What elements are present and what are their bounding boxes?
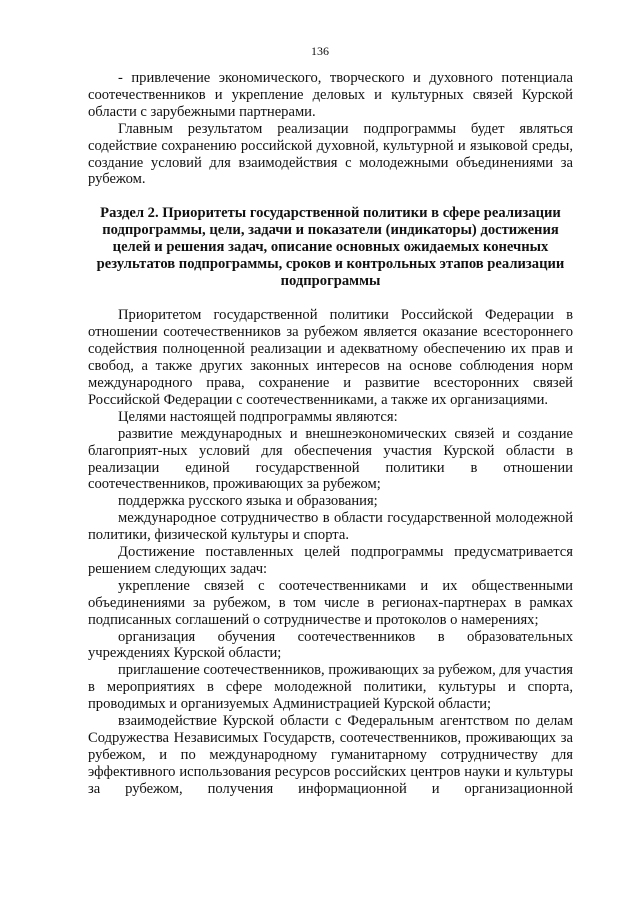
paragraph-bullet-potential: - привлечение экономического, творческого и духовного потенциала соотечественников и укрепление деловых и культурных связей Курской области с зарубежными партнерами.: [88, 70, 573, 120]
paragraph-task-education: организация обучения соотечественников в образовательных учреждениях Курской области;: [88, 628, 573, 662]
paragraph-goals-intro: Целями настоящей подпрограммы являются:: [118, 408, 398, 425]
paragraph-tasks-intro: Достижение поставленных целей подпрограммы предусматривается решением следующих задач:: [88, 544, 573, 577]
page-number: 136: [311, 44, 329, 58]
paragraph-goal-cooperation: международное сотрудничество в области государственной молодежной политики, физической культуры и спорта.: [88, 510, 573, 544]
paragraph-goal-development: развитие международных и внешнеэкономических связей и создание благоприят-ных условий для обеспечения участия Курской области в реализации единой государственной политики в отношении соотечественников, проживающих за рубежом;: [88, 425, 573, 493]
paragraph-priority: Приоритетом государственной политики Российской Федерации в отношении соотечественников за рубежом является оказание всестороннего содействия полноценной реализации и адекватному обеспечению их прав и свобод, а также других законных интересов на основе соблюдения норм международного права, сохранение и развитие всесторонних связей Российской Федерации с соотечественниками, а также их организациями.: [88, 307, 573, 408]
paragraph-task-ties: укрепление связей с соотечественниками и их общественными объединениями за рубежом, в том числе в регионах-партнерах в рамках подписанных соглашений о сотрудничестве и протоколов о намерениях;: [88, 577, 573, 628]
paragraph-goal-language: поддержка русского языка и образования;: [118, 493, 378, 510]
page-content: [88, 70, 573, 798]
paragraph-main-result: Главным результатом реализации подпрограммы будет являться содействие сохранению российской духовной, культурной и языковой среды, создание условий для взаимодействия с молодежными объединениями за рубежом.: [88, 120, 573, 188]
paragraph-task-invitation: приглашение соотечественников, проживающих за рубежом, для участия в мероприятиях в сфере молодежной политики, культуры и спорта, проводимых и организуемых Администрацией Курской области;: [88, 662, 573, 713]
section-heading: Раздел 2. Приоритеты государственной политики в сфере реализации подпрограммы, цели, задачи и показатели (индикаторы) достижения целей и решения задач, описание основных ожидаемых конечных результатов подпрограммы, сроков и контрольных этапов реализации подпрограммы: [96, 205, 565, 290]
paragraph-task-interaction: взаимодействие Курской области с Федеральным агентством по делам Содружества Независимых Государств, соотечественников, проживающих за рубежом, и по международному гуманитарному сотрудничеству для эффективного использования ресурсов российских центров науки и культуры за рубежом, получения информационной и организационной: [88, 713, 573, 797]
